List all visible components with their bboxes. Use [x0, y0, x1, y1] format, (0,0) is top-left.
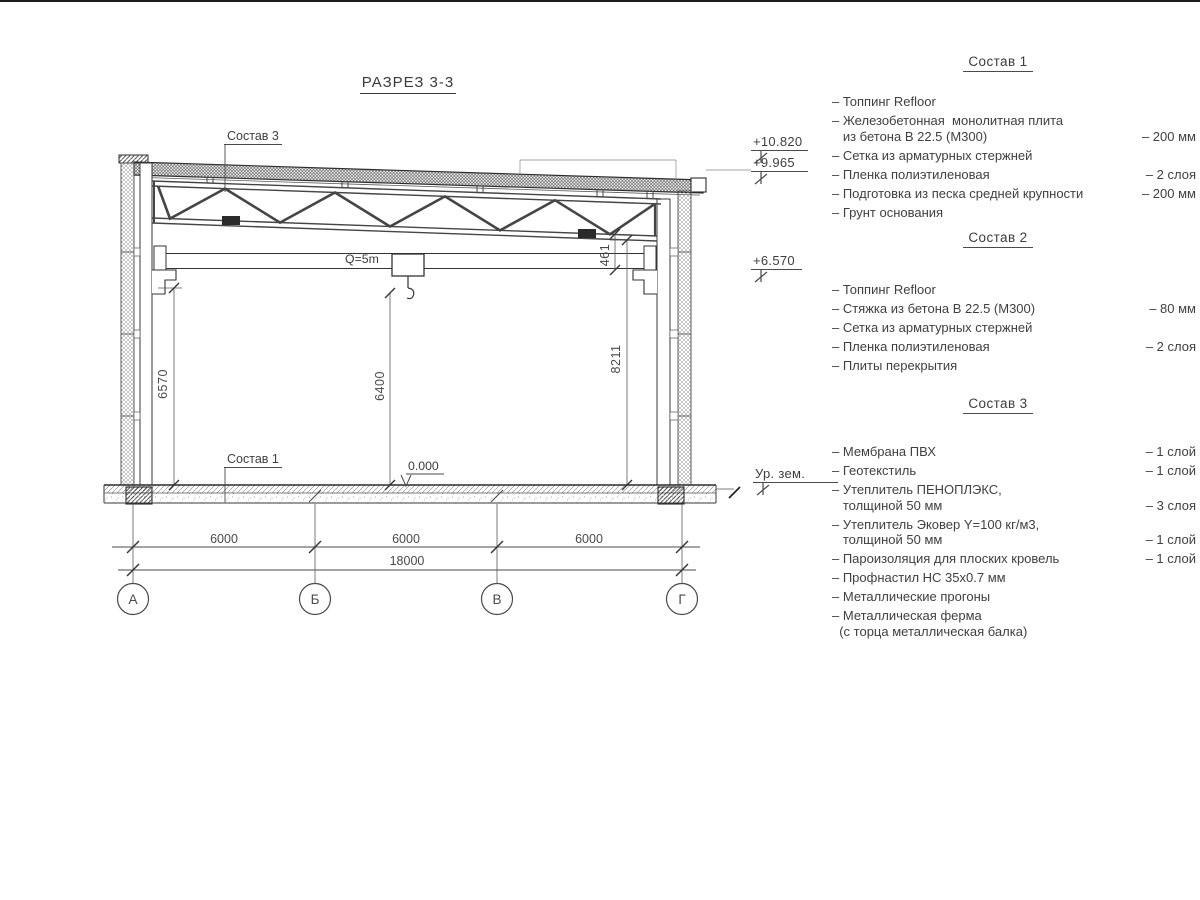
note-line [832, 482, 1196, 498]
note-line [832, 339, 1196, 355]
note-line [832, 498, 1196, 514]
level-mark-roof-low: +9.965 [751, 155, 808, 172]
note-text: – Утеплитель ПЕНОПЛЭКС, [832, 482, 1002, 497]
note-text: – Профнастил НС 35х0.7 мм [832, 570, 1006, 585]
notes-heading: Состав 2 [963, 230, 1032, 248]
note-item [832, 113, 1196, 144]
note-line [832, 301, 1196, 317]
sostav1-callout: Состав 1 [224, 452, 282, 468]
note-line [832, 94, 1196, 110]
level-arrow-icon [753, 171, 769, 187]
note-value: – 200 мм [1141, 128, 1196, 144]
axis-bubble-v: В [492, 592, 502, 607]
dim-truss-gap: 461 [598, 243, 612, 267]
note-text: – Топпинг Refloor [832, 282, 936, 297]
notes-sostav-2 [832, 230, 1196, 377]
note-text: – Пленка полиэтиленовая [832, 166, 990, 182]
note-value: – 3 слоя [1145, 497, 1196, 513]
note-item [832, 517, 1196, 548]
notes-list [832, 94, 1196, 220]
note-text: – Металлическая ферма [832, 608, 982, 623]
level-mark-roof-top: +10.820 [751, 134, 808, 151]
note-text: – Мембрана ПВХ [832, 444, 936, 459]
note-item [832, 339, 1196, 355]
dim-left-height: 6570 [156, 369, 170, 399]
note-text: – Металлические прогоны [832, 589, 991, 604]
note-value: – 2 слоя [1145, 339, 1196, 354]
floor-slab [104, 485, 740, 504]
note-line [832, 320, 1196, 336]
level-mark-ground: Ур. зем. [753, 466, 838, 483]
level-mark-crane: +6.570 [751, 253, 802, 270]
note-line [832, 186, 1196, 202]
right-wall [657, 191, 691, 485]
note-line [832, 532, 1196, 548]
notes-list [832, 282, 1196, 374]
note-line [832, 129, 1196, 145]
note-item [832, 167, 1196, 183]
dim-span-1: 6000 [210, 532, 238, 546]
note-line [832, 570, 1196, 586]
note-item [832, 482, 1196, 513]
notes-sostav-3 [832, 396, 1196, 643]
note-text: – Грунт основания [832, 204, 944, 220]
note-item [832, 186, 1196, 202]
crane-hook [407, 288, 414, 299]
notes-list [832, 444, 1196, 639]
note-item [832, 463, 1196, 479]
axis-bubble-b: Б [310, 592, 320, 607]
note-item [832, 570, 1196, 586]
note-item [832, 205, 1196, 221]
note-text: – Сетка из арматурных стержней [832, 320, 1033, 335]
note-text: – Плиты перекрытия [832, 358, 958, 373]
note-value: – 1 слой [1145, 551, 1196, 566]
crane-capacity-label: Q=5m [345, 252, 379, 266]
note-text: – Геотекстиль [832, 463, 917, 478]
axis-bubble-a: А [128, 592, 138, 607]
dim-total-span: 18000 [389, 554, 425, 568]
note-item [832, 551, 1196, 567]
notes-heading: Состав 1 [963, 54, 1032, 72]
note-value: – 1 слой [1145, 444, 1196, 459]
note-line [832, 463, 1196, 479]
drawing-title: РАЗРЕЗ 3-3 [328, 74, 488, 94]
note-line [832, 444, 1196, 460]
note-text: (с торца металлическая балка) [832, 623, 1028, 639]
left-wall [119, 155, 152, 485]
level-arrow-icon [753, 269, 769, 285]
note-line [832, 358, 1196, 374]
note-text: – Стяжка из бетона В 22.5 (М300) [832, 301, 1036, 316]
axis-bubble-g: Г [678, 592, 686, 607]
note-item [832, 608, 1196, 639]
dim-span-3: 6000 [575, 532, 603, 546]
note-text: – Сетка из арматурных стержней [832, 147, 1033, 163]
level-arrow-icon [753, 150, 769, 166]
note-text: – Пленка полиэтиленовая [832, 339, 990, 354]
note-line [832, 205, 1196, 221]
note-value: – 200 мм [1141, 185, 1196, 201]
dim-span-2: 6000 [392, 532, 420, 546]
note-line [832, 624, 1196, 640]
note-item [832, 320, 1196, 336]
note-line [832, 167, 1196, 183]
note-text: толщиной 50 мм [832, 532, 943, 547]
note-line [832, 282, 1196, 298]
note-item [832, 589, 1196, 605]
dim-right-height: 8211 [609, 344, 623, 374]
note-value: – 2 слоя [1145, 166, 1196, 182]
note-line [832, 517, 1196, 533]
crane-trolley [392, 254, 424, 276]
note-value: – 1 слой [1145, 532, 1196, 547]
note-line [832, 589, 1196, 605]
level-arrow-icon [755, 482, 771, 498]
note-text: – Подготовка из песка средней крупности [832, 185, 1084, 201]
note-value: – 1 слой [1145, 463, 1196, 478]
note-value: – 80 мм [1149, 301, 1196, 316]
zero-level-label: 0.000 [408, 459, 439, 473]
dim-mid-height: 6400 [373, 371, 387, 401]
note-item [832, 444, 1196, 460]
note-item [832, 282, 1196, 298]
note-line [832, 148, 1196, 164]
note-text: – Утеплитель Эковер Y=100 кг/м3, [832, 516, 1040, 532]
note-text: толщиной 50 мм [832, 497, 943, 513]
sostav3-callout: Состав 3 [224, 129, 282, 145]
note-item [832, 301, 1196, 317]
note-item [832, 148, 1196, 164]
note-text: – Железобетонная монолитная плита [832, 113, 1064, 128]
crane-beam [152, 246, 657, 299]
zero-level-marker [401, 474, 444, 486]
note-text: – Пароизоляция для плоских кровель [832, 551, 1060, 566]
note-text: – Топпинг Refloor [832, 94, 936, 109]
note-line [832, 113, 1196, 129]
notes-sostav-1 [832, 54, 1196, 224]
note-item [832, 94, 1196, 110]
note-line [832, 608, 1196, 624]
note-text: из бетона В 22.5 (М300) [832, 128, 988, 144]
note-line [832, 551, 1196, 567]
note-item [832, 358, 1196, 374]
notes-heading: Состав 3 [963, 396, 1032, 414]
